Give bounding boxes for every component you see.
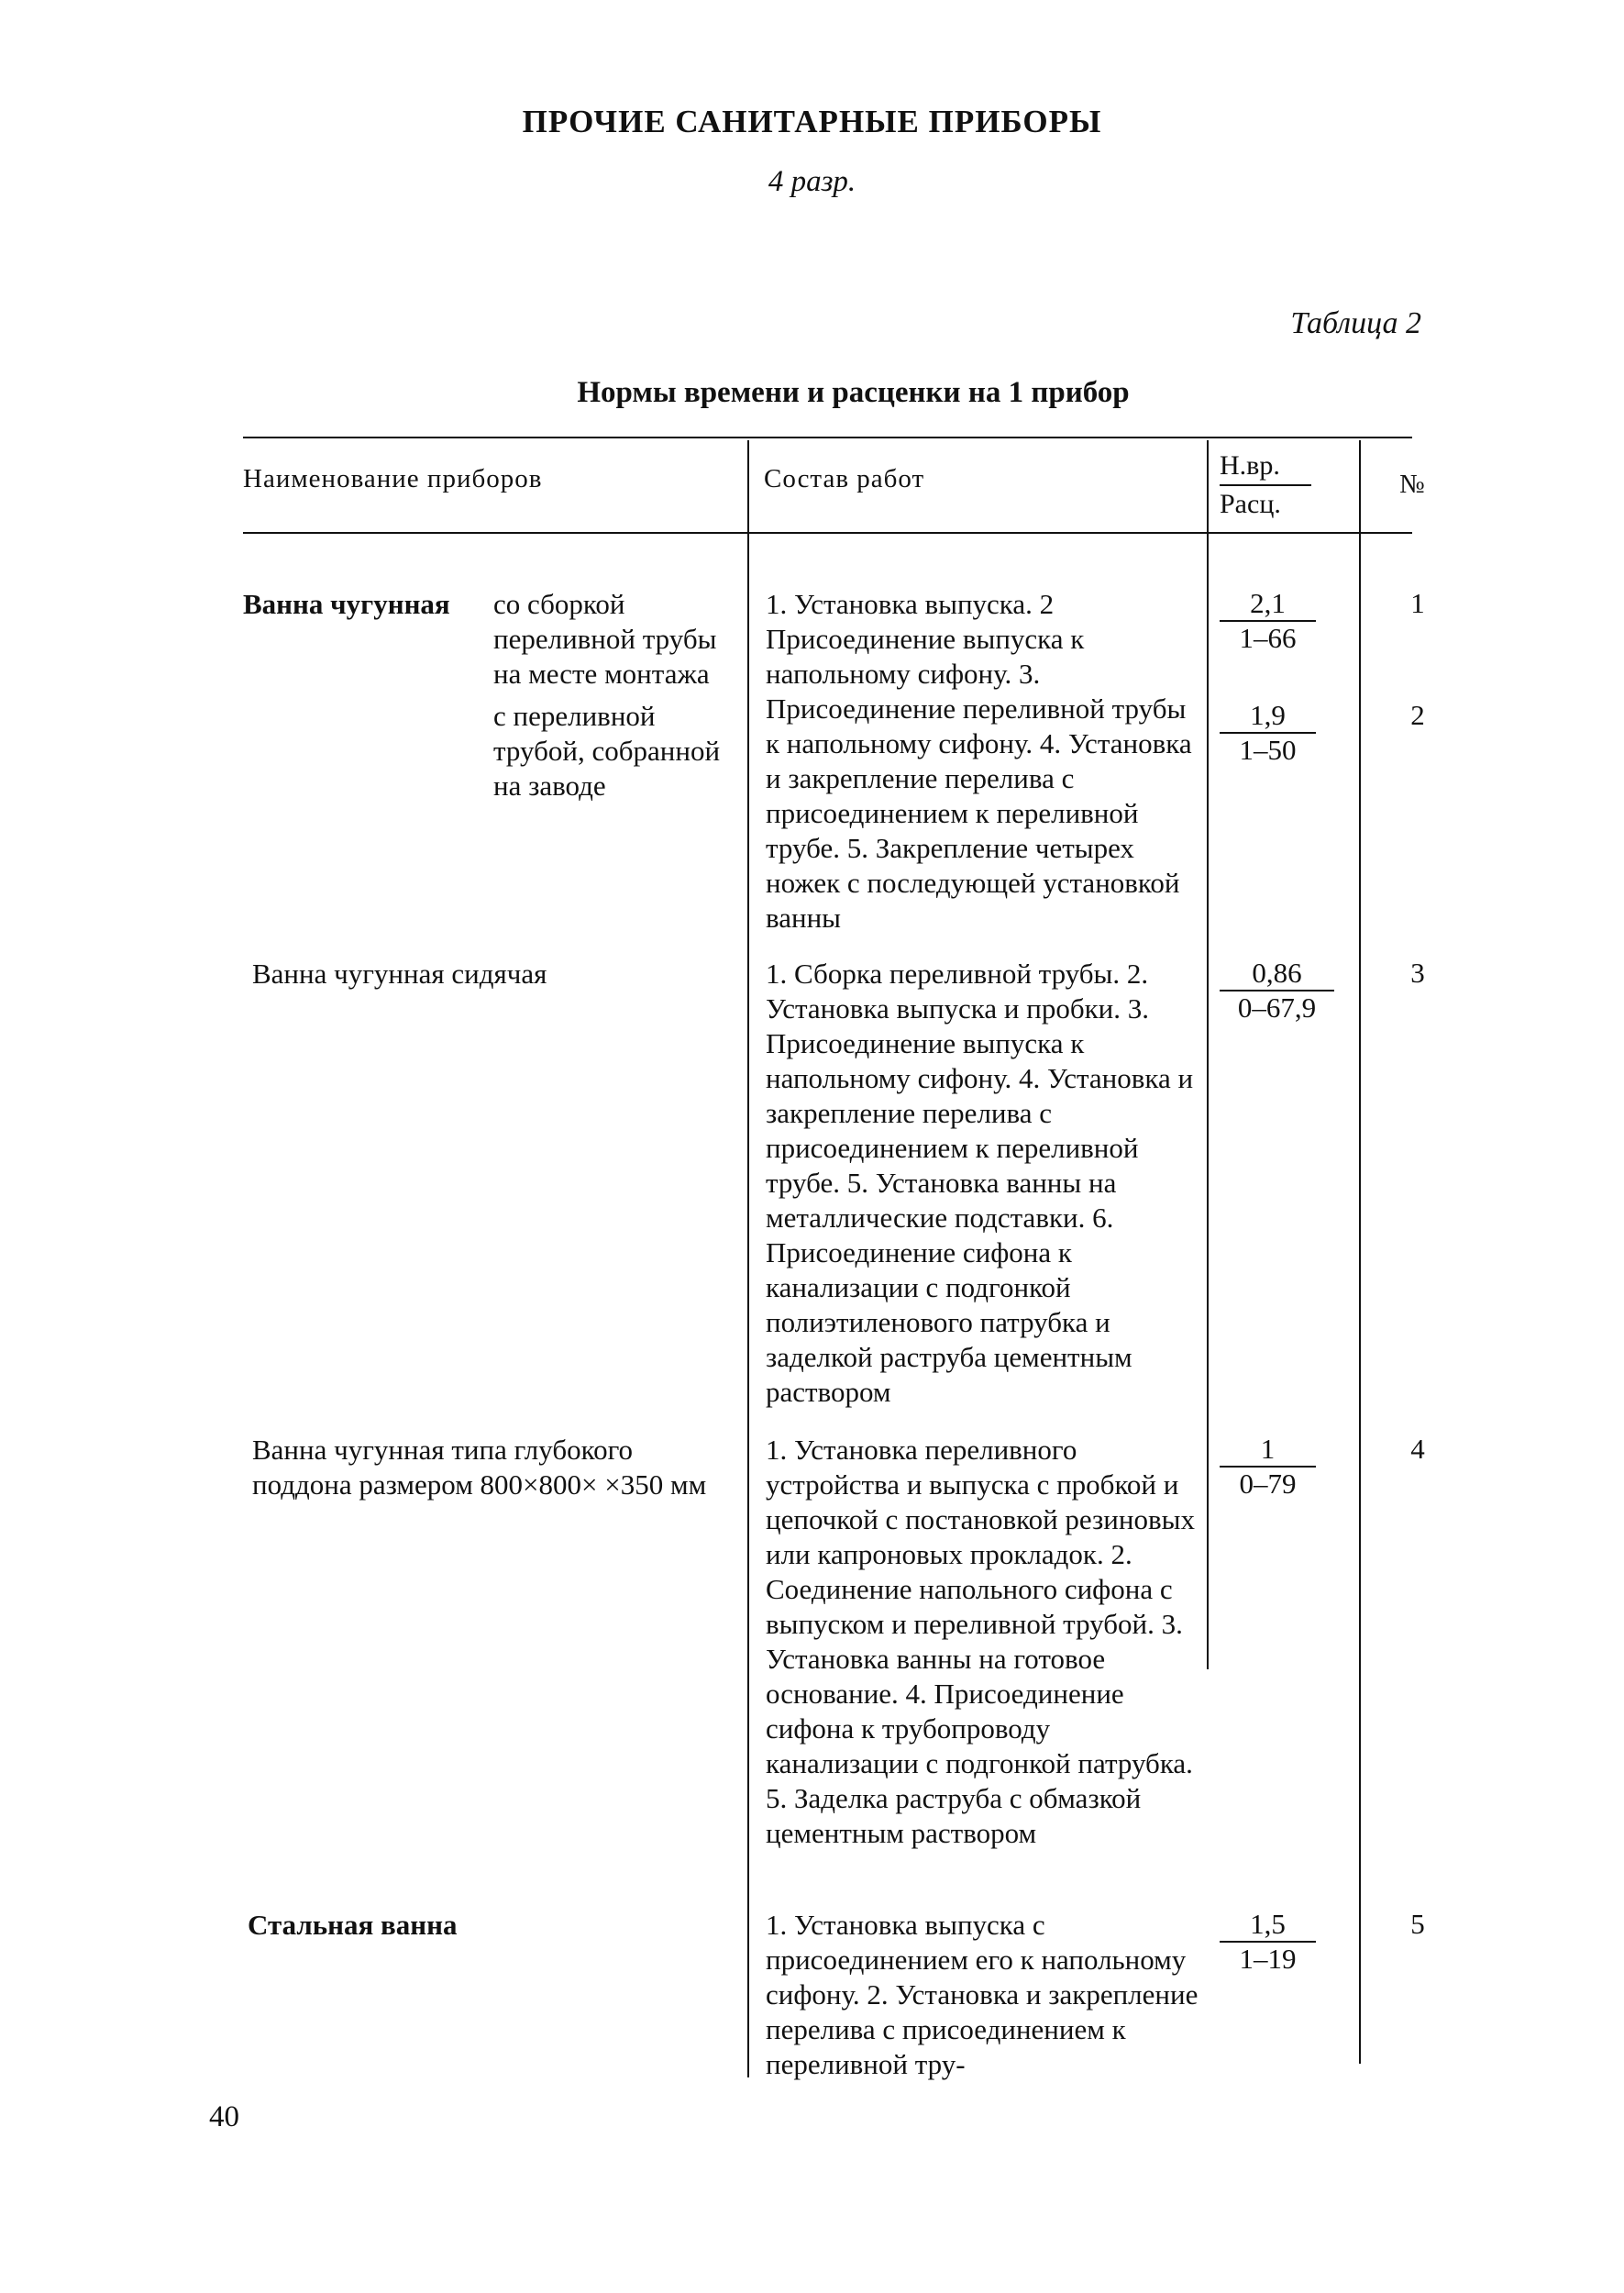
row-2-number: 2 (1410, 699, 1425, 731)
row-1-variant-1: со сборкой переливной трубы на месте монтажа (493, 588, 717, 690)
column-divider-work (747, 440, 749, 2077)
row-5-number: 5 (1410, 1908, 1425, 1940)
row-3-rate (1220, 957, 1334, 1025)
row-1-name: Ванна чугунная (243, 588, 450, 620)
column-header-work: Состав работ (764, 464, 925, 493)
grade-label: 4 разр. (768, 165, 856, 198)
row-4-work: 1. Установка переливного устройства и выпуска с пробкой и цепочкой с постановкой резиновых или капроновых прокладок. 2. Соединение напольного сифона с выпуском и переливной трубой. 3. Установка ванны на готовое основание. 4. Присоединение сифона к трубопроводу канализации с подгонкой патрубка. 5. Заделка раструба с обмазкой цементным раствором (766, 1434, 1195, 1849)
row-1-rate-value: 1–66 (1239, 622, 1297, 654)
row-4-rate-value: 0–79 (1239, 1468, 1297, 1500)
row-3-norm-value: 0,86 (1220, 957, 1334, 991)
row-2-norm-value: 1,9 (1220, 699, 1316, 734)
row-3-work: 1. Сборка переливной трубы. 2. Установка выпуска и пробки. 3. Присоединение выпуска к напольному сифону. 4. Установка и закрепление перелива с присоединением к переливной трубе. 5. Установка ванны на металлические подставки. 6. Присоединение сифона к канализации с подгонкой полиэтиленового патрубка и заделкой раструба цементным раствором (766, 958, 1194, 1408)
column-header-name: Наименование приборов (243, 464, 543, 493)
row-4-name: Ванна чугунная типа глубокого поддона размером 800×800× ×350 мм (252, 1434, 707, 1501)
row-4-norm-value: 1 (1220, 1433, 1316, 1468)
column-divider-number (1359, 440, 1361, 2064)
row-1-number: 1 (1410, 587, 1425, 619)
column-divider-norm (1207, 440, 1209, 1669)
column-header-norm-rate (1220, 448, 1311, 523)
row-1-norm-value: 2,1 (1220, 587, 1316, 622)
row-2-rate (1220, 699, 1316, 767)
header-bottom-rule (243, 532, 1412, 534)
row-1-rate (1220, 587, 1316, 655)
page-title: ПРОЧИЕ САНИТАРНЫЕ ПРИБОРЫ (522, 104, 1102, 139)
row-2-rate-value: 1–50 (1239, 734, 1297, 766)
column-header-rate: Расц. (1220, 489, 1281, 519)
table-top-rule (243, 437, 1412, 438)
row-4-number: 4 (1410, 1433, 1425, 1465)
row-1-variant-2: с переливной трубой, собранной на заводе (493, 700, 721, 802)
row-5-name: Стальная ванна (248, 1909, 458, 1941)
column-header-norm: Н.вр. (1220, 448, 1311, 486)
row-5-work: 1. Установка выпуска с присоединением его к напольному сифону. 2. Установка и закрепление перелива с присоединением к переливной тру- (766, 1909, 1199, 2080)
row-5-rate-value: 1–19 (1239, 1943, 1297, 1975)
row-1-work: 1. Установка выпуска. 2 Присоединение выпуска к напольному сифону. 3. Присоединение переливной трубы к напольному сифону. 4. Установка и закрепление перелива с присоединением к переливной трубе. 5. Закрепление четырех ножек с последующей установкой ванны (766, 588, 1192, 934)
row-3-rate-value: 0–67,9 (1237, 991, 1317, 1024)
table-number: Таблица 2 (1290, 306, 1421, 340)
row-5-rate (1220, 1908, 1316, 1976)
page-number: 40 (209, 2100, 239, 2133)
row-3-name: Ванна чугунная сидячая (252, 958, 547, 990)
column-header-number: № (1399, 470, 1426, 499)
row-5-norm-value: 1,5 (1220, 1908, 1316, 1943)
table-caption: Нормы времени и расценки на 1 прибор (577, 376, 1130, 409)
row-4-rate (1220, 1433, 1316, 1501)
row-3-number: 3 (1410, 957, 1425, 989)
